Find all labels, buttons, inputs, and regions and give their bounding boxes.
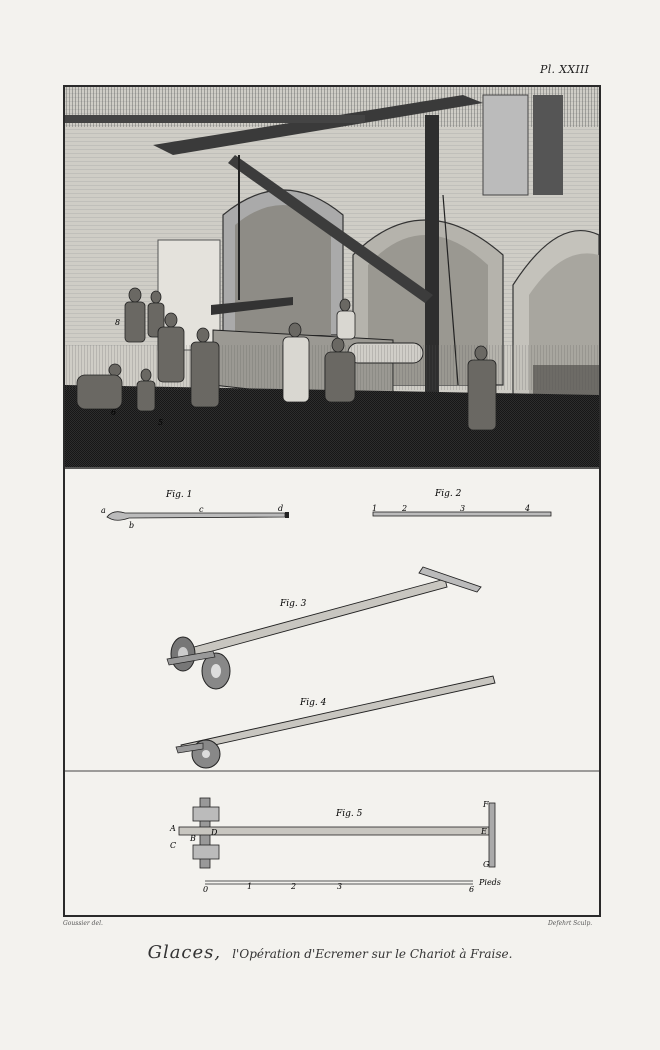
scene-number-8: 8 (115, 318, 121, 327)
plate-number: Pl. XXIII (540, 63, 590, 76)
figure-1-letter-b: b (129, 521, 135, 530)
figure-5-letter-c: C (170, 841, 177, 850)
figure-3-label: Fig. 3 (280, 599, 307, 609)
scale-tick-3: 3 (337, 882, 343, 891)
figure-1-letter-d: d (278, 504, 284, 513)
figure-5-label: Fig. 5 (336, 809, 363, 819)
scale-tick-1: 1 (247, 882, 253, 891)
figure-2-letter-4: 4 (525, 504, 531, 513)
figure-2-letter-3: 3 (460, 504, 466, 513)
figure-5-letter-f: F (483, 800, 489, 809)
scene-number-6: 6 (111, 408, 117, 417)
caption-subtitle: l'Opération d'Ecremer sur le Chariot à Fraise. (232, 947, 513, 961)
figure-5-letter-e: E (481, 827, 487, 836)
caption-title: Glaces, (147, 942, 222, 963)
figure-5-letter-b: B (190, 834, 196, 843)
plate-caption (0, 942, 660, 963)
figure-5-letter-a: A (170, 824, 176, 833)
plate-frame (63, 85, 601, 917)
figure-2-label: Fig. 2 (435, 489, 462, 499)
scale-tick-6: 6 (469, 885, 475, 894)
figure-5-letter-d: D (211, 828, 218, 837)
engraver-credit: Defehrt Sculp. (548, 920, 593, 927)
figure-4-label: Fig. 4 (300, 698, 327, 708)
scale-unit: Pieds (479, 878, 501, 887)
scale-tick-2: 2 (291, 882, 297, 891)
scale-tick-0: 0 (203, 885, 209, 894)
figure-1-letter-a: a (101, 506, 106, 515)
figure-1-label: Fig. 1 (166, 490, 193, 500)
scene-number-5: 5 (158, 418, 164, 427)
figure-5-letter-g: G (483, 860, 490, 869)
figure-2-letter-1: 1 (372, 504, 378, 513)
figure-1-letter-c: c (199, 505, 204, 514)
figure-2-letter-2: 2 (402, 504, 408, 513)
draughtsman-credit: Goussier del. (63, 920, 103, 927)
